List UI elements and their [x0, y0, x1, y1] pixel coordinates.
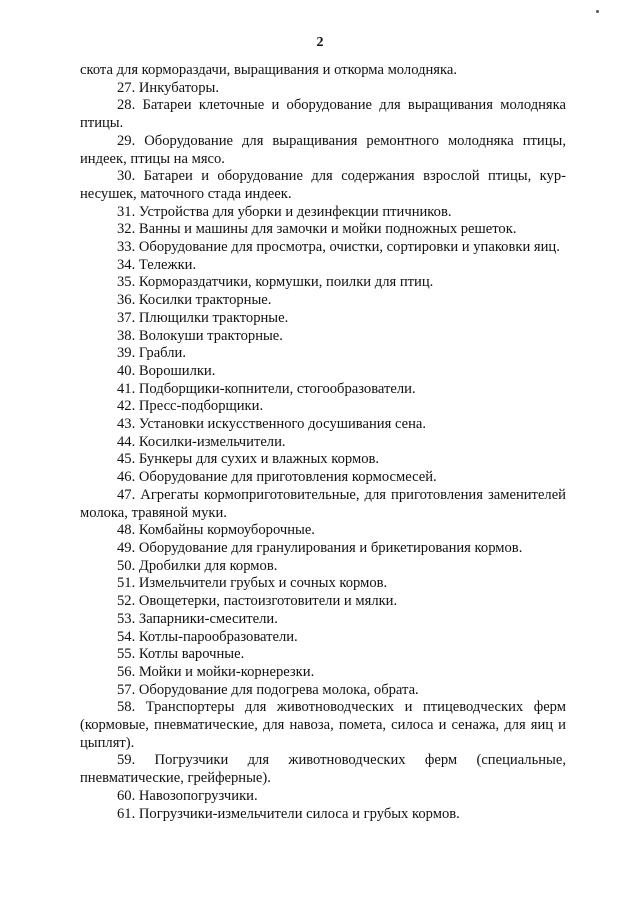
list-item: 28. Батареи клеточные и оборудование для выращивания молодняка птицы.	[80, 97, 566, 132]
list-item: 49. Оборудование для гранулирования и брикетирования кормов.	[117, 539, 523, 556]
page-number: 2	[316, 35, 324, 50]
list-item: 54. Котлы-парообразователи.	[117, 628, 298, 645]
list-item: 44. Косилки-измельчители.	[117, 433, 286, 450]
list-item: 56. Мойки и мойки-корнерезки.	[117, 663, 315, 680]
list-item: 41. Подборщики-копнители, стогообразователи.	[117, 380, 416, 397]
list-item: 32. Ванны и машины для замочки и мойки подножных решеток.	[117, 221, 517, 238]
document-body	[80, 62, 566, 823]
list-item: 53. Запарники-смесители.	[117, 610, 278, 627]
list-item: 58. Транспортеры для животноводческих и птицеводческих ферм (кормовые, пневматические, для навоза, помета, силоса и сенажа, для яиц и цыплят).	[80, 699, 566, 751]
list-item: 43. Установки искусственного досушивания сена.	[117, 416, 427, 433]
list-item: 30. Батареи и оборудование для содержания взрослой птицы, кур-несушек, маточного стада индеек.	[80, 168, 566, 202]
list-item: 36. Косилки тракторные.	[117, 292, 272, 309]
list-item: 40. Ворошилки.	[117, 362, 216, 379]
list-item: 31. Устройства для уборки и дезинфекции птичников.	[117, 203, 452, 220]
list-item: 38. Волокуши тракторные.	[117, 327, 283, 344]
list-item: 52. Овощетерки, пастоизготовители и мялки.	[117, 593, 398, 610]
list-item: 55. Котлы варочные.	[117, 646, 245, 663]
scan-dot	[596, 10, 599, 13]
list-item: 34. Тележки.	[117, 256, 197, 273]
list-item: скота для кормораздачи, выращивания и откорма молодняка.	[80, 62, 458, 78]
list-item: 39. Грабли.	[117, 345, 186, 362]
list-item: 57. Оборудование для подогрева молока, обрата.	[117, 681, 419, 698]
list-item: 51. Измельчители грубых и сочных кормов.	[117, 575, 388, 592]
list-item: 47. Агрегаты кормоприготовительные, для приготовления заменителей молока, травяной муки.	[80, 486, 566, 521]
list-item: 46. Оборудование для приготовления кормосмесей.	[117, 469, 437, 486]
list-item: 45. Бункеры для сухих и влажных кормов.	[117, 451, 380, 468]
list-item: 37. Плющилки тракторные.	[117, 309, 289, 326]
list-item: 42. Пресс-подборщики.	[117, 398, 264, 415]
list-item: 29. Оборудование для выращивания ремонтного молодняка птицы, индеек, птицы на мясо.	[80, 132, 566, 167]
list-item: 35. Кормораздатчики, кормушки, поилки для птиц.	[117, 274, 434, 291]
list-item: 48. Комбайны кормоуборочные.	[117, 522, 315, 539]
list-item: 33. Оборудование для просмотра, очистки, сортировки и упаковки яиц.	[117, 239, 560, 256]
list-item: 59. Погрузчики для животноводческих ферм (специальные, пневматические, грейферные).	[80, 752, 566, 787]
list-item: 61. Погрузчики-измельчители силоса и грубых кормов.	[117, 805, 460, 822]
list-item: 27. Инкубаторы.	[117, 79, 219, 96]
list-item: 60. Навозопогрузчики.	[117, 787, 258, 804]
list-item: 50. Дробилки для кормов.	[117, 557, 278, 574]
